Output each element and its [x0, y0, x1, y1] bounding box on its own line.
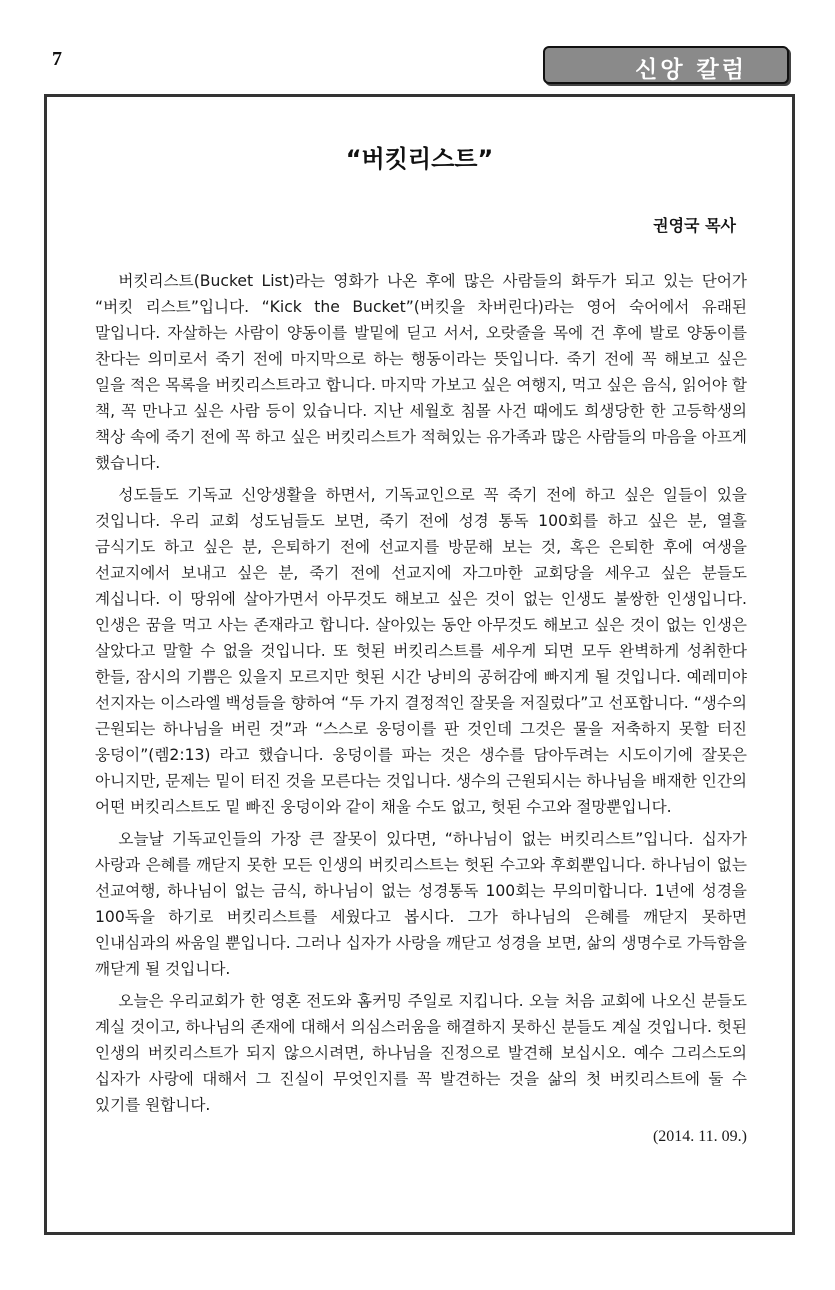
- paragraph-3: 오늘날 기독교인들의 가장 큰 잘못이 있다면, “하나님이 없는 버킷리스트”입니다. 십자가 사랑과 은혜를 깨닫지 못한 모든 인생의 버킷리스트는 헛된 수고와 후회뿐입니다. 하나님이 없는 선교여행, 하나님이 없는 금식, 하나님이 없는 성경통독 100회는 무의미합니다. 1년에 성경을 100독을 하기로 버킷리스트를 세웠다고 봅시다. 그가 하나님의 은혜를 깨닫지 못하면 인내심과의 싸움일 뿐입니다. 그러나 십자가 사랑을 깨닫고 성경을 보면, 삶의 생명수로 가득함을 깨닫게 될 것입니다.: [95, 830, 747, 978]
- paragraph-2: 성도들도 기독교 신앙생활을 하면서, 기독교인으로 꼭 죽기 전에 하고 싶은 일들이 있을 것입니다. 우리 교회 성도님들도 보면, 죽기 전에 성경 통독 100회를 하고 싶은 분, 열흘 금식기도 하고 싶은 분, 은퇴하기 전에 선교지를 방문해 보는 것, 혹은 은퇴한 후에 여생을 선교지에서 보내고 싶은 분, 죽기 전에 선교지에 자그마한 교회당을 세우고 싶은 분들도 계십니다. 이 땅위에 살아가면서 아무것도 해보고 싶은 것이 없는 인생도 불쌍한 인생입니다. 인생은 꿈을 먹고 사는 존재라고 합니다. 살아있는 동안 아무것도 해보고 싶은 것이 없는 인생은 살았다고 말할 수 없을 것입니다. 또 헛된 버킷리스트를 세우게 되면 모두 완벽하게 성취한다 한들, 잠시의 기쁨은 있을지 모르지만 헛된 시간 낭비의 공허감에 빠지게 될 것입니다. 예레미야 선지자는 이스라엘 백성들을 향하여 “두 가지 결정적인 잘못을 저질렀다”고 선포합니다. “생수의 근원되는 하나님을 버린 것”과 “스스로 웅덩이를 판 것인데 그것은 물을 저축하지 못할 터진 웅덩이”(렘2:13) 라고 했습니다. 웅덩이를 파는 것은 생수를 담아두려는 시도이기에 잘못은 아니지만, 문제는 밑이 터진 것을 모른다는 것입니다. 생수의 근원되시는 하나님을 배재한 인간의 어떤 버킷리스트도 밑 빠진 웅덩이와 같이 채울 수도 없고, 헛된 수고와 절망뿐입니다.: [95, 486, 747, 816]
- section-header-tab: [543, 46, 789, 84]
- article-date: (2014. 11. 09.): [652, 1128, 747, 1145]
- article-box: [44, 94, 795, 1235]
- paragraph-4: 오늘은 우리교회가 한 영혼 전도와 홈커밍 주일로 지킵니다. 오늘 처음 교회에 나오신 분들도 계실 것이고, 하나님의 존재에 대해서 의심스러움을 해결하지 못하신 분들도 계실 것입니다. 헛된 인생의 버킷리스트가 되지 않으시려면, 하나님을 진정으로 발견해 보십시오. 예수 그리스도의 십자가 사랑에 대해서 그 진실이 무엇인지를 꼭 발견하는 것을 삶의 첫 버킷리스트에 둘 수 있기를 원합니다.: [95, 992, 747, 1114]
- article-title: “버킷리스트”: [345, 145, 494, 173]
- article-body: [95, 268, 747, 1150]
- page-number: 7: [52, 48, 62, 70]
- section-label: 신앙 칼럼: [635, 57, 747, 83]
- article-author: 권영국 목사: [653, 216, 736, 235]
- paragraph-1: 버킷리스트(Bucket List)라는 영화가 나온 후에 많은 사람들의 화두가 되고 있는 단어가 “버킷 리스트”입니다. “Kick the Bucket”(버킷을 차버린다)라는 영어 숙어에서 유래된 말입니다. 자살하는 사람이 양동이를 발밑에 딛고 서서, 오랏줄을 목에 건 후에 발로 양동이를 찬다는 의미로서 죽기 전에 마지막으로 하는 행동이라는 뜻입니다. 죽기 전에 꼭 해보고 싶은 일을 적은 목록을 버킷리스트라고 합니다. 마지막 가보고 싶은 여행지, 먹고 싶은 음식, 읽어야 할 책, 꼭 만나고 싶은 사람 등이 있습니다. 지난 세월호 침몰 사건 때에도 희생당한 한 고등학생의 책상 속에 죽기 전에 꼭 하고 싶은 버킷리스트가 적혀있는 유가족과 많은 사람들의 마음을 아프게 했습니다.: [95, 272, 747, 472]
